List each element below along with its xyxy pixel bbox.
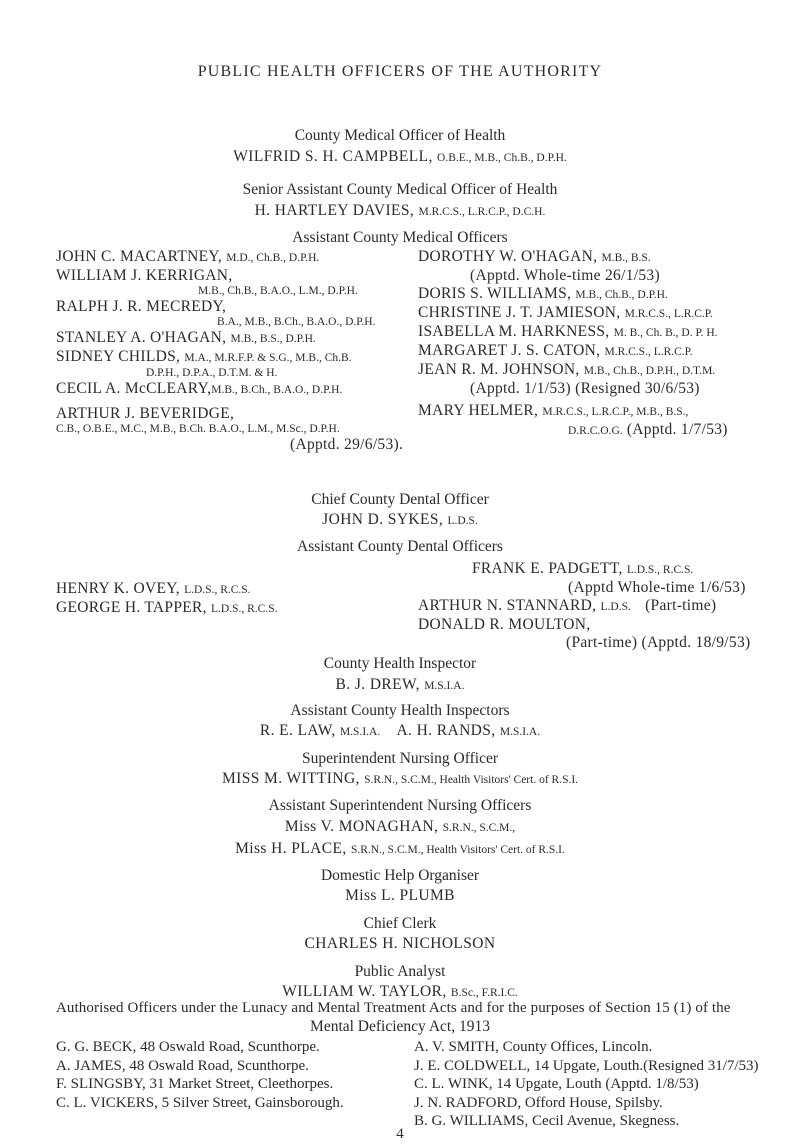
assistant-nursing-entry-2 (0, 840, 800, 858)
nursing-name: Miss V. MONAGHAN, (284, 818, 439, 835)
officer-entry (56, 248, 396, 267)
cmoh-quals: O.B.E., M.B., Ch.B., D.P.H. (437, 152, 567, 164)
officer-entry (56, 348, 396, 367)
officer-name: MARY HELMER, (418, 402, 539, 419)
officer-name: ARTHUR J. BEVERIDGE, (56, 405, 235, 422)
inspector-entry (0, 676, 800, 694)
officer-note: (Part-time) (645, 597, 717, 614)
officer-name: DONALD R. MOULTON, (418, 616, 591, 633)
officer-entry (418, 248, 758, 267)
officer-quals: M.B., B.Ch., B.A.O., D.P.H. (211, 384, 343, 396)
officer-quals: M.B., B.S. (601, 252, 651, 264)
officer-entry (56, 380, 396, 399)
officer-quals: L.D.S., R.C.S. (626, 564, 694, 576)
officer-note: (Part-time) (Apptd. 18/9/53) (566, 634, 751, 651)
assistant-mo-right-column (418, 248, 758, 440)
lunacy-officer: J. E. COLDWELL, 14 Upgate, Louth.(Resigned 31/7/53) (414, 1057, 759, 1074)
assistant-mo-title: Assistant County Medical Officers (292, 229, 508, 246)
officer-quals: M.B., B.S., D.P.H. (230, 333, 316, 345)
officer-entry (56, 298, 396, 316)
officer-name: MARGARET J. S. CATON, (418, 342, 601, 359)
officer-name: JEAN R. M. JOHNSON, (418, 361, 580, 378)
officer-entry (418, 402, 758, 421)
nursing-entry (0, 770, 800, 788)
assistant-dental-right (418, 560, 750, 652)
assistant-mo-left-column (56, 248, 404, 454)
dental-officer-entry (418, 616, 750, 634)
cmoh-name: WILFRID S. H. CAMPBELL, (233, 148, 433, 165)
dental-officer-entry (56, 580, 278, 599)
officer-note: (Apptd. 1/7/53) (626, 421, 728, 438)
dental-name: JOHN D. SYKES, (322, 511, 444, 528)
lunacy-heading-line-1: Authorised Officers under the Lunacy and Mental Treatment Acts and for the purposes of Section 15 (1) of the (56, 1000, 731, 1016)
officer-name: CECIL A. McCLEARY, (56, 380, 212, 397)
lunacy-officer: B. G. WILLIAMS, Cecil Avenue, Skegness. (414, 1113, 680, 1129)
officer-quals: M.R.C.S., L.R.C.P. (624, 308, 713, 320)
senior-quals: M.R.C.S., L.R.C.P., D.C.H. (418, 206, 546, 218)
inspector-quals: M.S.I.A. (339, 726, 381, 738)
nursing-quals: S.R.N., S.C.M., (442, 822, 516, 834)
officer-name: SIDNEY CHILDS, (56, 348, 181, 365)
officer-quals: M.B., Ch.B., B.A.O., L.M., D.P.H. (198, 285, 358, 297)
lunacy-officer: F. SLINGSBY, 31 Market Street, Cleethorpes. (56, 1076, 334, 1092)
officer-name: DORIS S. WILLIAMS, (418, 285, 572, 302)
officer-name: RALPH J. R. MECREDY, (56, 298, 227, 315)
dental-entry (0, 511, 800, 529)
officer-quals: C.B., O.B.E., M.C., M.B., B.Ch. B.A.O., L.M., M.Sc., D.P.H. (56, 423, 340, 435)
officer-entry (56, 329, 396, 348)
officer-entry (418, 323, 758, 342)
clerk-title: Chief Clerk (363, 915, 437, 932)
analyst-quals: B.Sc., F.R.I.C. (450, 987, 518, 999)
officer-name: FRANK E. PADGETT, (472, 560, 623, 577)
page-heading: PUBLIC HEALTH OFFICERS OF THE AUTHORITY (197, 63, 603, 80)
analyst-entry (0, 983, 800, 1001)
inspector-quals: M.S.I.A. (424, 680, 465, 692)
lunacy-officers-left (56, 1038, 344, 1112)
nursing-name: Miss H. PLACE, (235, 840, 347, 857)
inspector-name: B. J. DREW, (335, 676, 420, 693)
assistant-inspectors-title: Assistant County Health Inspectors (290, 702, 510, 719)
officer-name: GEORGE H. TAPPER, (56, 599, 207, 616)
officer-entry (418, 342, 758, 361)
officer-quals: D.R.C.O.G. (568, 425, 623, 437)
officer-name: ISABELLA M. HARKNESS, (418, 323, 610, 340)
senior-entry (0, 202, 800, 220)
senior-name: H. HARTLEY DAVIES, (254, 202, 415, 219)
analyst-title: Public Analyst (354, 963, 446, 980)
lunacy-heading-line-2: Mental Deficiency Act, 1913 (310, 1018, 490, 1035)
nursing-quals: S.R.N., S.C.M., Health Visitors' Cert. of R.S.I. (364, 774, 579, 786)
officer-quals: M.A., M.R.F.P. & S.G., M.B., Ch.B. (184, 352, 352, 364)
officer-quals: L.D.S., R.C.S. (184, 584, 251, 596)
nursing-name: MISS M. WITTING, (221, 770, 360, 787)
dental-officer-entry (418, 597, 750, 616)
officer-note-line (418, 421, 758, 440)
officer-quals: B.A., M.B., B.Ch., B.A.O., D.P.H. (217, 316, 376, 328)
officer-quals: M.B., Ch.B., D.P.H., D.T.M. (583, 365, 716, 377)
officer-name: WILLIAM J. KERRIGAN, (56, 267, 233, 284)
nursing-quals: S.R.N., S.C.M., Health Visitors' Cert. of R.S.I. (350, 844, 565, 856)
officer-entry (418, 304, 758, 323)
assistant-inspectors-entry (0, 722, 800, 740)
dental-title: Chief County Dental Officer (311, 491, 489, 508)
officer-quals: M. B., Ch. B., D. P. H. (613, 327, 718, 339)
officer-quals: M.B., Ch.B., D.P.H. (575, 289, 668, 301)
assistant-dental-title: Assistant County Dental Officers (297, 538, 503, 555)
inspector-name: A. H. RANDS, (396, 722, 496, 739)
assistant-nursing-title: Assistant Superintendent Nursing Officers (268, 797, 532, 814)
cmoh-entry (0, 148, 800, 166)
domestic-name: Miss L. PLUMB (345, 887, 455, 904)
officer-entry (56, 405, 396, 423)
cmoh-title: County Medical Officer of Health (294, 127, 506, 144)
page-number: 4 (396, 1126, 404, 1142)
officer-entry (418, 361, 758, 380)
officer-name: DOROTHY W. O'HAGAN, (418, 248, 598, 265)
dental-officer-entry (56, 599, 278, 618)
officer-name: ARTHUR N. STANNARD, (418, 597, 597, 614)
lunacy-officer: C. L. VICKERS, 5 Silver Street, Gainsborough. (56, 1094, 344, 1111)
officer-quals: M.D., Ch.B., D.P.H. (226, 252, 320, 264)
dental-quals: L.D.S. (447, 515, 478, 527)
officer-name: HENRY K. OVEY, (56, 580, 180, 597)
officer-quals: L.D.S., R.C.S. (211, 603, 278, 615)
assistant-dental-left (56, 580, 278, 618)
officer-name: STANLEY A. O'HAGAN, (56, 329, 227, 346)
officer-note: (Apptd Whole-time 1/6/53) (568, 579, 746, 596)
lunacy-officers-right (414, 1038, 759, 1131)
officer-quals: M.R.C.S., L.R.C.P. (604, 346, 693, 358)
analyst-name: WILLIAM W. TAYLOR, (282, 983, 447, 1000)
dental-officer-entry (418, 560, 750, 579)
lunacy-officer: C. L. WINK, 14 Upgate, Louth (Apptd. 1/8/53) (414, 1076, 699, 1092)
officer-quals: L.D.S. (600, 601, 631, 613)
inspector-name: R. E. LAW, (259, 722, 336, 739)
lunacy-officer: A. V. SMITH, County Offices, Lincoln. (414, 1039, 653, 1055)
officer-quals: D.P.H., D.P.A., D.T.M. & H. (146, 367, 278, 379)
nursing-title: Superintendent Nursing Officer (302, 750, 498, 767)
senior-title: Senior Assistant County Medical Officer of Health (242, 181, 558, 198)
officer-name: CHRISTINE J. T. JAMIESON, (418, 304, 621, 321)
officer-quals: M.R.C.S., L.R.C.P., M.B., B.S., (542, 406, 689, 418)
lunacy-officer: A. JAMES, 48 Oswald Road, Scunthorpe. (56, 1057, 309, 1074)
assistant-nursing-entry-1 (0, 818, 800, 836)
officer-note: (Apptd. Whole-time 26/1/53) (470, 267, 660, 284)
officer-name: JOHN C. MACARTNEY, (56, 248, 223, 265)
inspector-quals: M.S.I.A. (499, 726, 541, 738)
inspector-title: County Health Inspector (323, 655, 477, 672)
officer-entry (56, 267, 396, 285)
domestic-title: Domestic Help Organiser (320, 867, 480, 884)
officer-note: (Apptd. 29/6/53). (290, 436, 404, 453)
officer-entry (418, 285, 758, 304)
lunacy-officer: G. G. BECK, 48 Oswald Road, Scunthorpe. (56, 1039, 320, 1055)
officer-note: (Apptd. 1/1/53) (Resigned 30/6/53) (470, 380, 700, 397)
clerk-name: CHARLES H. NICHOLSON (304, 935, 496, 952)
lunacy-officer: J. N. RADFORD, Offord House, Spilsby. (414, 1094, 663, 1111)
